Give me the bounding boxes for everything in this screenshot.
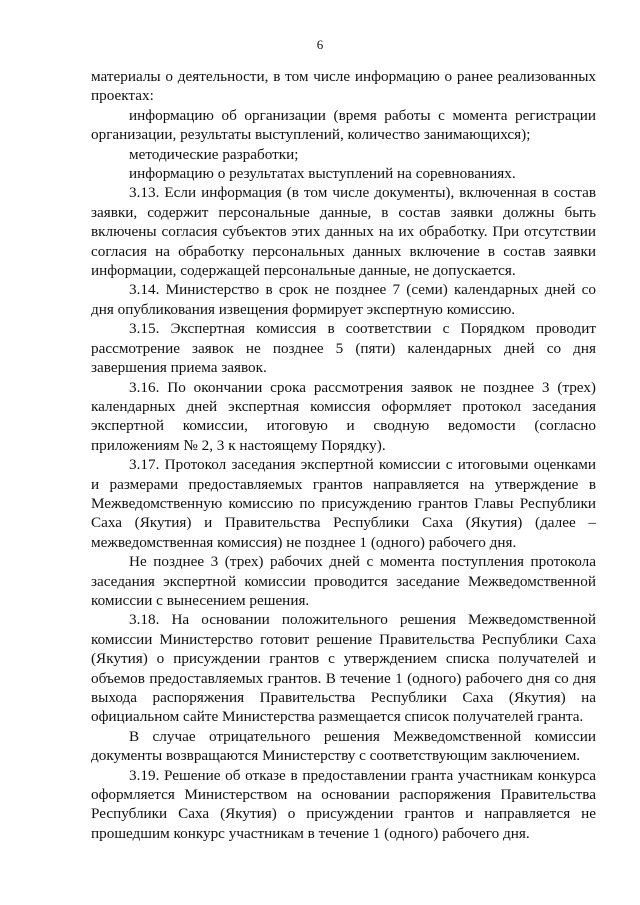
page-number: 6: [316, 37, 324, 52]
paragraph: 3.13. Если информация (в том числе документы), включенная в состав заявки, содержит персональные данные, в состав заявки должны быть включены согласия субъектов этих данных на их обработку. При отсутствии согласия на обработку персональных данных включение в состав заявки информации, содержащей персональные данные, не допускается.: [91, 184, 596, 280]
paragraph: В случае отрицательного решения Межведомственной комиссии документы возвращаются Министерству с соответствующим заключением.: [91, 727, 596, 765]
paragraph: 3.18. На основании положительного решения Межведомственной комиссии Министерство готовит решение Правительства Республики Саха (Якутия) о присуждении грантов с утверждением списка получателей и объемов предоставляемых грантов. В течение 1 (одного) рабочего дня со дня выхода распоряжения Правительства Республики Саха (Якутия) на официальном сайте Министерства размещается список получателей гранта.: [91, 611, 596, 726]
paragraph: материалы о деятельности, в том числе информацию о ранее реализованных проектах:: [91, 68, 596, 105]
paragraph: информацию об организации (время работы с момента регистрации организации, результаты выступлений, количество занимающихся);: [91, 106, 596, 144]
document-body: [91, 67, 596, 843]
paragraph: 3.15. Экспертная комиссия в соответствии с Порядком проводит рассмотрение заявок не позднее 5 (пяти) календарных дней со дня завершения приема заявок.: [91, 320, 596, 377]
paragraph: 3.16. По окончании срока рассмотрения заявок не позднее 3 (трех) календарных дней экспертная комиссия оформляет протокол заседания экспертной комиссии, итоговую и сводную ведомости (согласно приложениям № 2, 3 к настоящему Порядку).: [91, 378, 596, 454]
paragraph: методические разработки;: [129, 145, 299, 163]
paragraph: 3.14. Министерство в срок не позднее 7 (семи) календарных дней со дня опубликования извещения формирует экспертную комиссию.: [91, 281, 596, 318]
paragraph: 3.19. Решение об отказе в предоставлении гранта участникам конкурса оформляется Министерством на основании распоряжения Правительства Республики Саха (Якутия) о присуждении грантов и направляется не прошедшим конкурс участникам в течение 1 (одного) рабочего дня.: [91, 766, 596, 842]
paragraph: Не позднее 3 (трех) рабочих дней с момента поступления протокола заседания экспертной комиссии проводится заседание Межведомственной комиссии с вынесением решения.: [91, 553, 596, 609]
paragraph: информацию о результатах выступлений на соревнованиях.: [129, 165, 516, 183]
paragraph: 3.17. Протокол заседания экспертной комиссии с итоговыми оценками и размерами предоставляемых грантов направляется на утверждение в Межведомственную комиссию по присуждению грантов Главы Республики Саха (Якутия) и Правительства Республики Саха (Якутия) (далее – межведомственная комиссия) не позднее 1 (одного) рабочего дня.: [91, 456, 596, 551]
